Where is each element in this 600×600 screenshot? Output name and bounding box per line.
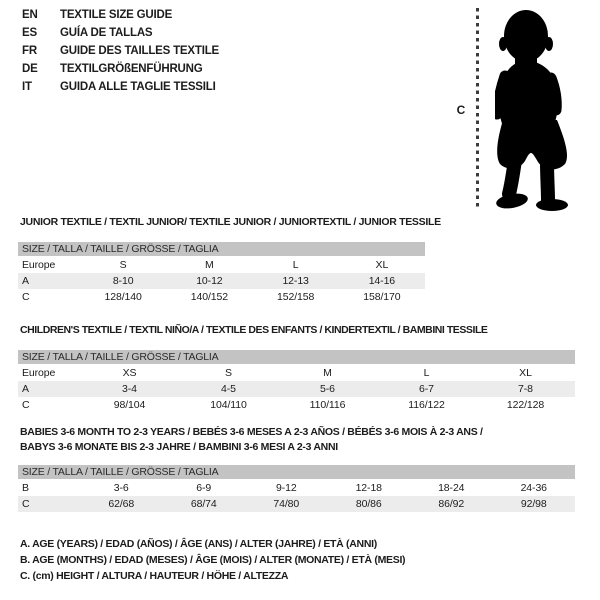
children-table-title: CHILDREN'S TEXTILE / TEXTIL NIÑO/A / TEXTILE DES ENFANTS / KINDERTEXTIL / BAMBINI TESSILE [20, 324, 488, 336]
legend-footnotes [20, 536, 405, 584]
table-cell: 152/158 [276, 291, 315, 303]
table-cell: 110/116 [309, 399, 346, 411]
guide-title-it: GUIDA ALLE TAGLIE TESSILI [60, 81, 216, 93]
table-cell: 116/122 [408, 399, 445, 411]
table-cell: 122/128 [506, 399, 545, 411]
guide-title-fr: GUIDE DES TAILLES TEXTILE [60, 45, 219, 57]
table-cell: 5-6 [320, 383, 335, 395]
language-title-list [22, 6, 219, 96]
table-cell: 12-13 [282, 275, 309, 287]
language-code: EN [22, 9, 38, 21]
row-label: B [22, 482, 29, 494]
size-col-header: L [292, 259, 299, 271]
row-label: Europe [22, 367, 56, 379]
babies-title-line2: BABYS 3-6 MONATE BIS 2-3 JAHRE / BAMBINI 3-6 MESI A 2-3 ANNI [20, 441, 338, 453]
language-code: DE [22, 63, 38, 75]
table-cell: 86/92 [438, 498, 465, 510]
row-label: C [22, 399, 30, 411]
table-cell: 3-4 [122, 383, 137, 395]
footnote-height-cm: C. (cm) HEIGHT / ALTURA / HAUTEUR / HÖHE / ALTEZZA [20, 570, 289, 582]
guide-title-de: TEXTILGRÖßENFÜHRUNG [60, 63, 203, 75]
language-code: IT [22, 81, 32, 93]
language-row-it [22, 78, 219, 96]
table-cell: 3-6 [113, 482, 129, 494]
size-col-header: S [119, 259, 127, 271]
table-row-height [18, 496, 575, 512]
language-row-de [22, 60, 219, 78]
table-row-height [18, 397, 575, 413]
table-size-header: SIZE / TALLA / TAILLE / GRÖSSE / TAGLIA [18, 242, 425, 256]
row-label: A [22, 275, 29, 287]
language-row-fr [22, 42, 219, 60]
table-cell: 158/170 [363, 291, 401, 303]
toddler-silhouette-icon [495, 4, 595, 212]
babies-table-title [20, 425, 483, 455]
size-col-header: XS [122, 367, 137, 379]
language-row-en [22, 6, 219, 24]
children-size-table [18, 350, 575, 413]
table-cell: 128/140 [104, 291, 142, 303]
size-col-header: L [423, 367, 430, 379]
table-cell: 98/104 [113, 399, 146, 411]
table-cell: 9-12 [275, 482, 297, 494]
table-cell: 24-36 [520, 482, 547, 494]
footnote-age-years: A. AGE (YEARS) / EDAD (AÑOS) / ÂGE (ANS) / ALTER (JAHRE) / ETÀ (ANNI) [20, 538, 377, 550]
table-cell: 62/68 [108, 498, 135, 510]
row-label: C [22, 291, 30, 303]
table-cell: 140/152 [190, 291, 228, 303]
table-cell: 104/110 [210, 399, 247, 411]
table-cell: 4-5 [221, 383, 236, 395]
table-cell: 12-18 [355, 482, 382, 494]
height-dotted-line [476, 8, 479, 207]
table-cell: 18-24 [438, 482, 465, 494]
size-col-header: XL [375, 259, 389, 271]
table-size-header: SIZE / TALLA / TAILLE / GRÖSSE / TAGLIA [18, 350, 575, 364]
table-cell: 8-10 [112, 275, 134, 287]
table-row-height [18, 289, 425, 305]
table-size-header: SIZE / TALLA / TAILLE / GRÖSSE / TAGLIA [18, 465, 575, 479]
babies-size-table [18, 465, 575, 512]
table-row-europe [18, 365, 575, 381]
junior-size-table [18, 242, 425, 305]
table-cell: 6-7 [419, 383, 434, 395]
row-label: C [22, 498, 30, 510]
language-code: FR [22, 45, 37, 57]
row-label: A [22, 383, 29, 395]
table-cell: 7-8 [518, 383, 533, 395]
babies-title-line1: BABIES 3-6 MONTH TO 2-3 YEARS / BEBÉS 3-6 MESES A 2-3 AÑOS / BÉBÉS 3-6 MOIS À 2-3 ANS / [20, 426, 483, 438]
table-cell: 68/74 [190, 498, 217, 510]
table-cell: 80/86 [355, 498, 382, 510]
table-row-age-months [18, 480, 575, 496]
table-cell: 14-16 [368, 275, 396, 287]
guide-title-en: TEXTILE SIZE GUIDE [60, 9, 173, 21]
size-col-header: XL [519, 367, 532, 379]
language-code: ES [22, 27, 37, 39]
row-label: Europe [22, 259, 56, 271]
junior-table-title: JUNIOR TEXTILE / TEXTIL JUNIOR/ TEXTILE JUNIOR / JUNIORTEXTIL / JUNIOR TESSILE [20, 216, 441, 228]
table-row-europe [18, 257, 425, 273]
table-row-age [18, 273, 425, 289]
table-cell: 6-9 [196, 482, 212, 494]
table-cell: 10-12 [196, 275, 223, 287]
table-cell: 74/80 [273, 498, 300, 510]
language-row-es [22, 24, 219, 42]
size-col-header: M [205, 259, 214, 271]
size-col-header: S [225, 367, 232, 379]
table-row-age [18, 381, 575, 397]
height-measure-label: C [456, 103, 466, 117]
footnote-age-months: B. AGE (MONTHS) / EDAD (MESES) / ÂGE (MOIS) / ALTER (MONATE) / ETÀ (MESI) [20, 554, 406, 566]
guide-title-es: GUÍA DE TALLAS [60, 27, 153, 39]
table-cell: 92/98 [520, 498, 547, 510]
size-col-header: M [323, 367, 332, 379]
